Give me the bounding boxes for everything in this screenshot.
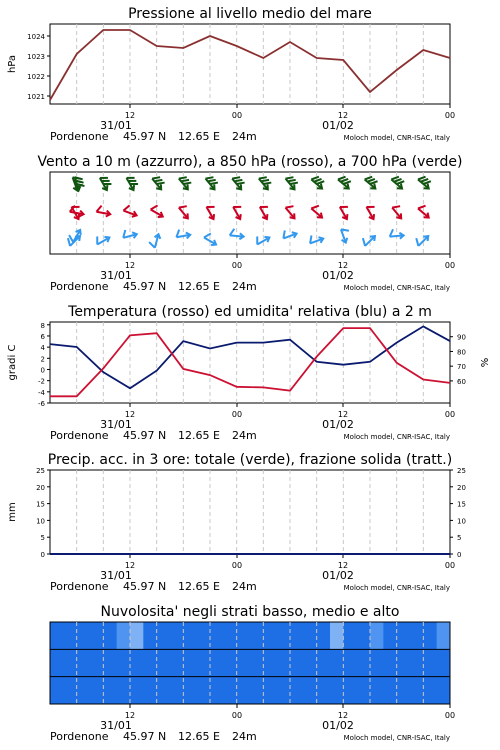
date-label: 01/02 bbox=[322, 269, 354, 282]
panel-title: Nuvolosita' negli strati basso, medio e alto bbox=[100, 604, 400, 620]
wind-barb-low bbox=[281, 227, 298, 241]
y-tick-label: 4 bbox=[40, 344, 45, 353]
time-tick-label: 12 bbox=[337, 111, 349, 120]
wind-barb-high bbox=[416, 174, 433, 191]
wind-barb-mid bbox=[231, 203, 247, 220]
y-tick-label: 0 bbox=[40, 366, 45, 375]
y-tick-label: -4 bbox=[38, 388, 45, 397]
location-elev: 24m bbox=[232, 580, 257, 593]
time-tick-label: 12 bbox=[337, 410, 349, 419]
location-lon: 12.65 E bbox=[178, 429, 220, 442]
cloud-cell bbox=[303, 677, 317, 704]
model-credit: Moloch model, CNR-ISAC, Italy bbox=[343, 584, 450, 592]
time-tick-label: 00 bbox=[444, 711, 456, 720]
cloud-cell bbox=[303, 649, 317, 676]
location-lon: 12.65 E bbox=[178, 280, 220, 293]
cloud-cell bbox=[183, 622, 197, 649]
temperature-line bbox=[50, 328, 450, 396]
y-axis-label: mm bbox=[7, 502, 18, 522]
cloud-cell bbox=[397, 677, 411, 704]
cloud-cell bbox=[77, 622, 91, 649]
y-tick-label-right: 90 bbox=[457, 333, 466, 342]
cloud-cell bbox=[63, 622, 77, 649]
y-tick-label: -6 bbox=[38, 400, 45, 408]
cloud-cell bbox=[370, 649, 384, 676]
cloud-cell bbox=[77, 649, 91, 676]
wind-barb-high bbox=[283, 174, 300, 191]
time-tick-label: 12 bbox=[124, 561, 136, 570]
time-tick-label: 00 bbox=[444, 261, 456, 270]
y-tick-label: 1021 bbox=[27, 93, 45, 101]
wind-barb-mid bbox=[257, 203, 273, 220]
date-label: 31/01 bbox=[100, 269, 132, 282]
date-label: 01/02 bbox=[322, 569, 354, 582]
location-name: Pordenone bbox=[50, 280, 109, 293]
cloud-cell bbox=[183, 677, 197, 704]
panel-title: Temperatura (rosso) ed umidita' relativa (blu) a 2 m bbox=[68, 304, 432, 320]
cloud-cell bbox=[437, 649, 451, 676]
wind-barb-mid bbox=[204, 203, 220, 220]
y-tick-label: 8 bbox=[40, 321, 45, 330]
wind-barb-high bbox=[363, 174, 380, 191]
location-lat: 45.97 N bbox=[123, 280, 167, 293]
cloud-cell bbox=[90, 677, 104, 704]
cloud-cell bbox=[170, 677, 184, 704]
cloud-cell bbox=[50, 622, 64, 649]
wind-barb-mid bbox=[177, 203, 194, 220]
location-name: Pordenone bbox=[50, 130, 109, 143]
wind-barb-low bbox=[121, 227, 137, 240]
cloud-cell bbox=[143, 677, 157, 704]
cloud-cell bbox=[277, 677, 291, 704]
cloud-cell bbox=[330, 677, 344, 704]
pressure-line bbox=[50, 30, 450, 100]
panel-title: Precip. acc. in 3 ore: totale (verde), frazione solida (tratt.) bbox=[47, 452, 453, 468]
cloud-cell bbox=[423, 649, 437, 676]
cloud-cell bbox=[330, 649, 344, 676]
cloud-cell bbox=[290, 649, 304, 676]
time-tick-label: 00 bbox=[231, 561, 243, 570]
location-name: Pordenone bbox=[50, 730, 109, 743]
y-tick-label-right: 0 bbox=[457, 551, 462, 559]
cloud-cell bbox=[343, 622, 357, 649]
model-credit: Moloch model, CNR-ISAC, Italy bbox=[343, 284, 450, 292]
date-label: 31/01 bbox=[100, 418, 132, 431]
time-tick-label: 12 bbox=[124, 111, 136, 120]
location-lat: 45.97 N bbox=[123, 130, 167, 143]
cloud-cell bbox=[197, 649, 211, 676]
cloud-cell bbox=[370, 677, 384, 704]
y-tick-label: 0 bbox=[40, 551, 45, 559]
cloud-cell bbox=[263, 649, 277, 676]
wind-barb-high bbox=[203, 174, 220, 191]
y-tick-label: 2 bbox=[40, 355, 45, 364]
time-tick-label: 12 bbox=[337, 561, 349, 570]
time-tick-label: 12 bbox=[337, 261, 349, 270]
y-axis-label: hPa bbox=[7, 54, 18, 74]
time-tick-label: 12 bbox=[337, 711, 349, 720]
cloud-cell bbox=[197, 677, 211, 704]
y-tick-label-right: 70 bbox=[457, 363, 466, 372]
time-tick-label: 12 bbox=[124, 261, 136, 270]
cloud-cell bbox=[357, 677, 371, 704]
time-tick-label: 00 bbox=[444, 410, 456, 419]
cloud-cell bbox=[317, 649, 331, 676]
y-tick-label-right: 60 bbox=[457, 377, 466, 386]
y-tick-label: 1022 bbox=[27, 73, 45, 81]
panel-frame bbox=[50, 322, 450, 403]
date-label: 31/01 bbox=[100, 569, 132, 582]
cloud-cell bbox=[250, 622, 264, 649]
y-tick-label-right: 15 bbox=[457, 500, 466, 509]
location-lon: 12.65 E bbox=[178, 130, 220, 143]
humidity-line bbox=[50, 326, 450, 388]
date-label: 01/02 bbox=[322, 719, 354, 732]
location-lat: 45.97 N bbox=[123, 730, 167, 743]
cloud-cell bbox=[130, 677, 144, 704]
y-tick-label: 10 bbox=[36, 517, 45, 526]
y-tick-label-right: 80 bbox=[457, 348, 466, 357]
y-tick-label: 15 bbox=[36, 500, 45, 509]
location-lat: 45.97 N bbox=[123, 429, 167, 442]
y-tick-label: 6 bbox=[40, 332, 45, 341]
wind-barb-mid bbox=[337, 203, 353, 220]
cloud-cell bbox=[210, 677, 224, 704]
y-tick-label-right: 5 bbox=[457, 534, 462, 543]
cloud-cell bbox=[397, 649, 411, 676]
location-lat: 45.97 N bbox=[123, 580, 167, 593]
wind-barb-low bbox=[94, 231, 111, 247]
date-label: 31/01 bbox=[100, 119, 132, 132]
wind-barb-mid bbox=[390, 203, 407, 220]
wind-barb-high bbox=[257, 174, 274, 191]
cloud-cell bbox=[210, 649, 224, 676]
wind-barb-low bbox=[413, 231, 430, 248]
cloud-cell bbox=[223, 649, 237, 676]
wind-barb-high bbox=[389, 174, 406, 191]
wind-barb-high bbox=[177, 174, 194, 191]
cloud-cell bbox=[170, 622, 184, 649]
wind-barb-low bbox=[308, 232, 325, 246]
y-tick-label: -2 bbox=[38, 377, 45, 386]
cloud-cell bbox=[277, 649, 291, 676]
y-tick-label: 25 bbox=[36, 467, 45, 475]
wind-barb-mid bbox=[149, 203, 166, 219]
cloud-cell bbox=[157, 622, 171, 649]
wind-barb-low bbox=[254, 231, 271, 247]
wind-barb-mid bbox=[309, 203, 326, 220]
y-tick-label-right: 25 bbox=[457, 467, 466, 475]
cloud-cell bbox=[143, 649, 157, 676]
time-tick-label: 00 bbox=[231, 111, 243, 120]
y-axis-label-right: % bbox=[480, 357, 491, 368]
wind-barb-low bbox=[202, 231, 219, 247]
cloud-cell bbox=[183, 649, 197, 676]
cloud-cell bbox=[423, 677, 437, 704]
cloud-cell bbox=[63, 649, 77, 676]
cloud-cell bbox=[143, 622, 157, 649]
cloud-cell bbox=[90, 622, 104, 649]
wind-barb-mid bbox=[283, 203, 300, 220]
wind-barb-mid bbox=[122, 204, 139, 218]
location-name: Pordenone bbox=[50, 580, 109, 593]
cloud-cell bbox=[290, 677, 304, 704]
location-lon: 12.65 E bbox=[178, 580, 220, 593]
time-tick-label: 00 bbox=[231, 711, 243, 720]
cloud-cell bbox=[50, 677, 64, 704]
cloud-cell bbox=[383, 622, 397, 649]
cloud-cell bbox=[223, 622, 237, 649]
location-elev: 24m bbox=[232, 280, 257, 293]
location-name: Pordenone bbox=[50, 429, 109, 442]
cloud-cell bbox=[63, 677, 77, 704]
cloud-cell bbox=[370, 622, 384, 649]
cloud-cell bbox=[343, 649, 357, 676]
cloud-cell bbox=[250, 677, 264, 704]
cloud-cell bbox=[117, 677, 131, 704]
wind-barb-high bbox=[309, 174, 326, 191]
cloud-cell bbox=[197, 622, 211, 649]
cloud-cell bbox=[117, 622, 131, 649]
cloud-cell bbox=[223, 677, 237, 704]
panel-frame bbox=[50, 24, 450, 104]
date-label: 01/02 bbox=[322, 418, 354, 431]
cloud-cell bbox=[277, 622, 291, 649]
cloud-cell bbox=[103, 649, 117, 676]
time-tick-label: 12 bbox=[124, 410, 136, 419]
cloud-cell bbox=[263, 677, 277, 704]
cloud-cell bbox=[263, 622, 277, 649]
wind-barb-mid bbox=[416, 203, 433, 220]
time-tick-label: 00 bbox=[444, 561, 456, 570]
model-credit: Moloch model, CNR-ISAC, Italy bbox=[343, 734, 450, 742]
panel-title: Vento a 10 m (azzurro), a 850 hPa (rosso), a 700 hPa (verde) bbox=[37, 154, 463, 170]
cloud-cell bbox=[237, 622, 251, 649]
cloud-cell bbox=[383, 649, 397, 676]
cloud-cell bbox=[130, 649, 144, 676]
y-tick-label-right: 10 bbox=[457, 517, 466, 526]
time-tick-label: 00 bbox=[231, 410, 243, 419]
wind-barb-low bbox=[338, 227, 352, 244]
cloud-cell bbox=[103, 622, 117, 649]
y-axis-label: gradi C bbox=[7, 344, 18, 381]
cloud-cell bbox=[357, 649, 371, 676]
location-elev: 24m bbox=[232, 130, 257, 143]
model-credit: Moloch model, CNR-ISAC, Italy bbox=[343, 433, 450, 441]
cloud-cell bbox=[250, 649, 264, 676]
wind-barb-low bbox=[360, 231, 377, 248]
cloud-cell bbox=[410, 677, 424, 704]
wind-barb-high bbox=[97, 174, 113, 191]
cloud-cell bbox=[237, 677, 251, 704]
cloud-cell bbox=[410, 622, 424, 649]
y-tick-label: 5 bbox=[40, 534, 45, 543]
panel-frame bbox=[50, 470, 450, 554]
wind-barb-low bbox=[148, 232, 161, 248]
cloud-cell bbox=[397, 622, 411, 649]
cloud-cell bbox=[237, 649, 251, 676]
cloud-cell bbox=[290, 622, 304, 649]
time-tick-label: 12 bbox=[124, 711, 136, 720]
wind-barb-high bbox=[230, 174, 247, 191]
cloud-cell bbox=[423, 622, 437, 649]
panel-title: Pressione al livello medio del mare bbox=[128, 6, 372, 22]
wind-barb-mid bbox=[364, 203, 380, 220]
cloud-cell bbox=[50, 649, 64, 676]
cloud-cell bbox=[330, 622, 344, 649]
wind-barb-high bbox=[336, 174, 353, 191]
cloud-cell bbox=[117, 649, 131, 676]
y-tick-label-right: 20 bbox=[457, 483, 466, 492]
location-elev: 24m bbox=[232, 429, 257, 442]
time-tick-label: 00 bbox=[444, 111, 456, 120]
cloud-cell bbox=[410, 649, 424, 676]
location-lon: 12.65 E bbox=[178, 730, 220, 743]
cloud-cell bbox=[90, 649, 104, 676]
date-label: 01/02 bbox=[322, 119, 354, 132]
y-tick-label: 1024 bbox=[27, 33, 45, 41]
location-elev: 24m bbox=[232, 730, 257, 743]
y-tick-label: 20 bbox=[36, 483, 45, 492]
cloud-cell bbox=[303, 622, 317, 649]
wind-barb-high bbox=[150, 174, 167, 191]
cloud-cell bbox=[157, 677, 171, 704]
cloud-cell bbox=[77, 677, 91, 704]
cloud-cell bbox=[383, 677, 397, 704]
wind-barb-high bbox=[124, 174, 140, 191]
cloud-cell bbox=[317, 622, 331, 649]
time-tick-label: 00 bbox=[231, 261, 243, 270]
cloud-cell bbox=[130, 622, 144, 649]
cloud-cell bbox=[437, 677, 451, 704]
cloud-cell bbox=[357, 622, 371, 649]
y-tick-label: 1023 bbox=[27, 53, 45, 61]
cloud-cell bbox=[317, 677, 331, 704]
model-credit: Moloch model, CNR-ISAC, Italy bbox=[343, 134, 450, 142]
cloud-cell bbox=[157, 649, 171, 676]
cloud-cell bbox=[343, 677, 357, 704]
date-label: 31/01 bbox=[100, 719, 132, 732]
cloud-cell bbox=[210, 622, 224, 649]
cloud-cell bbox=[170, 649, 184, 676]
cloud-cell bbox=[103, 677, 117, 704]
cloud-cell bbox=[437, 622, 451, 649]
